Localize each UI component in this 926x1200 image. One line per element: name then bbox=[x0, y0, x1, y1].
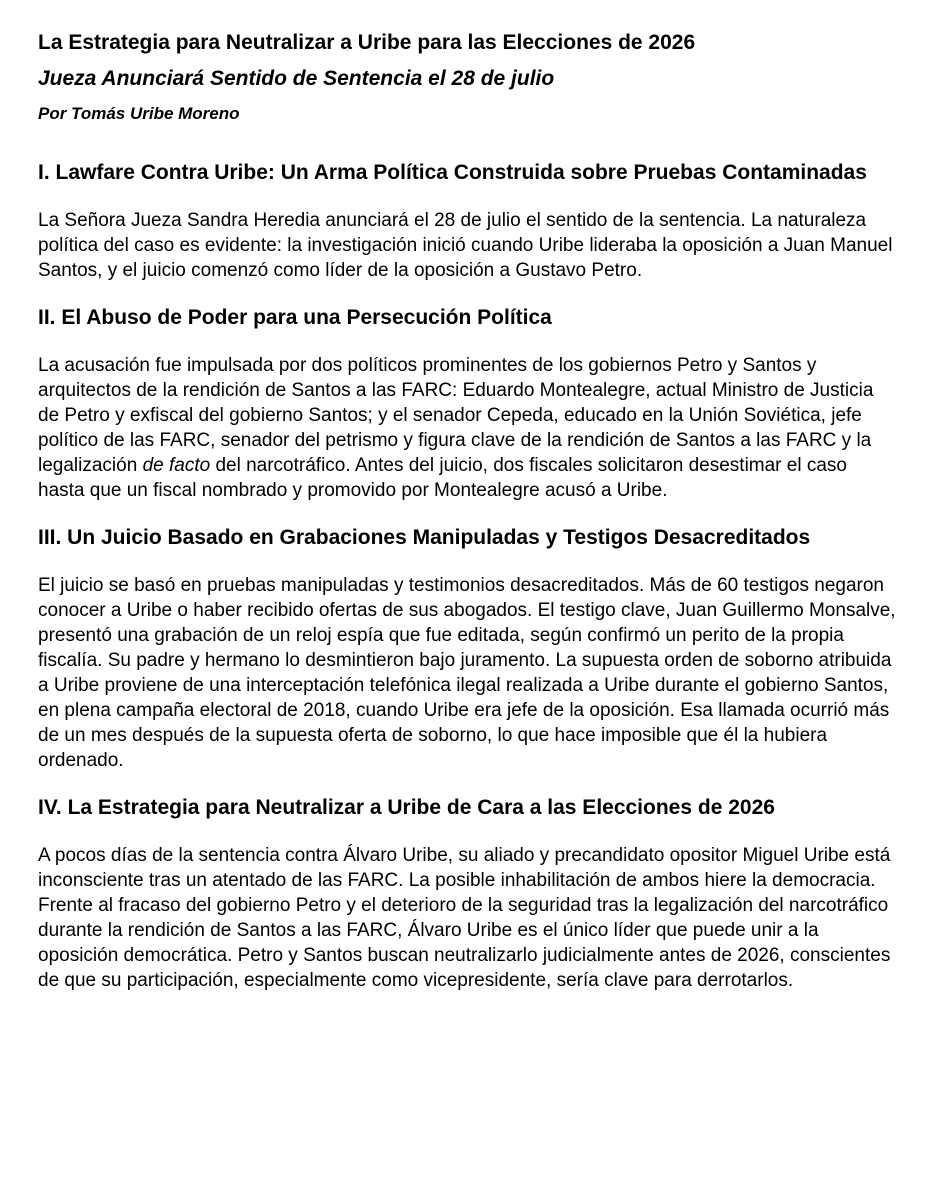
section-heading-4: IV. La Estrategia para Neutralizar a Uribe de Cara a las Elecciones de 2026 bbox=[38, 796, 775, 819]
section-heading-2: II. El Abuso de Poder para una Persecución Política bbox=[38, 306, 552, 329]
document-byline: Por Tomás Uribe Moreno bbox=[38, 104, 240, 123]
document-title: La Estrategia para Neutralizar a Uribe para las Elecciones de 2026 bbox=[38, 31, 696, 54]
section-body-3: El juicio se basó en pruebas manipuladas y testimonios desacreditados. Más de 60 testigos negaron conocer a Uribe o haber recibido ofertas de sus abogados. El testigo clave, Juan Guillermo Monsalve, presentó una grabación de un reloj espía que fue editada, según confirmó un perito de la propia fiscalía. Su padre y hermano lo desmintieron bajo juramento. La supuesta orden de soborno atribuida a Uribe proviene de una interceptación telefónica ilegal realizada a Uribe durante el gobierno Santos, en plena campaña electoral de 2018, cuando Uribe era jefe de la oposición. Esa llamada ocurrió más de un mes después de la supuesta oferta de soborno, lo que hace imposible que él la hubiera ordenado. bbox=[38, 575, 896, 771]
section-body-2-italic: de facto bbox=[142, 455, 211, 476]
section-body-1: La Señora Jueza Sandra Heredia anunciará el 28 de julio el sentido de la sentencia. La naturaleza política del caso es evidente: la investigación inició cuando Uribe lideraba la oposición a Juan Manuel Santos, y el juicio comenzó como líder de la oposición a Gustavo Petro. bbox=[38, 210, 893, 281]
document-page bbox=[38, 28, 898, 993]
section-body-2 bbox=[38, 353, 898, 503]
section-heading-1: I. Lawfare Contra Uribe: Un Arma Política Construida sobre Pruebas Contaminadas bbox=[38, 161, 867, 184]
section-body-2-part-1: La acusación fue impulsada por dos políticos prominentes de los gobiernos Petro y Santos y arquitectos de la rendición de Santos a las FARC: Eduardo Montealegre, actual Ministro de Justicia de Petro y exfiscal del gobierno Santos; y el senador Cepeda, educado en la Unión Soviética, jefe político de las FARC, senador del petrismo y figura clave de la rendición de Santos a las FARC y la legalización bbox=[38, 355, 874, 476]
section-heading-3: III. Un Juicio Basado en Grabaciones Manipuladas y Testigos Desacreditados bbox=[38, 526, 811, 549]
section-body-4: A pocos días de la sentencia contra Álvaro Uribe, su aliado y precandidato opositor Miguel Uribe está inconsciente tras un atentado de las FARC. La posible inhabilitación de ambos hiere la democracia. Frente al fracaso del gobierno Petro y el deterioro de la seguridad tras la legalización del narcotráfico durante la rendición de Santos a las FARC, Álvaro Uribe es el único líder que puede unir a la oposición democrática. Petro y Santos buscan neutralizarlo judicialmente antes de 2026, conscientes de que su participación, especialmente como vicepresidente, sería clave para derrotarlos. bbox=[38, 845, 891, 991]
section-body-2-part-2: del narcotráfico. Antes del juicio, dos fiscales solicitaron desestimar el caso hasta que un fiscal nombrado y promovido por Montealegre acusó a Uribe. bbox=[38, 455, 847, 501]
document-subtitle: Jueza Anunciará Sentido de Sentencia el 28 de julio bbox=[38, 67, 555, 90]
